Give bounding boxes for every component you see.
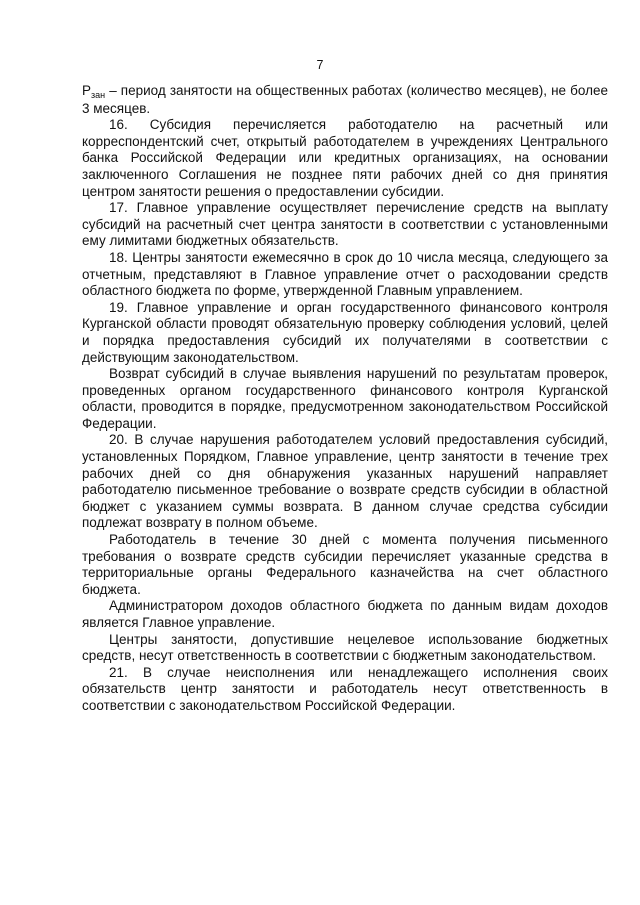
paragraph-16: 16. Субсидия перечисляется работодателю на расчетный или корреспондентский счет, открытый работодателем в учреждениях Центрального банка Российской Федерации или кредитных организациях, на основании заключенного Соглашения не позднее пяти рабочих дней со дня принятия центром занятости решения о предоставлении субсидии.: [82, 117, 608, 199]
formula-symbol: P: [82, 83, 92, 98]
page-number: 7: [316, 58, 324, 72]
formula-definition-text: – период занятости на общественных работах (количество месяцев), не более 3 месяцев.: [82, 83, 608, 116]
paragraph-20-employer: Работодатель в течение 30 дней с момента получения письменного требования о возврате средств субсидии перечисляет указанные средства в территориальные органы Федерального казначейства на счет областного бюджета.: [82, 532, 608, 597]
paragraph-20-administrator: Администратором доходов областного бюджета по данным видам доходов является Главное управление.: [82, 598, 608, 630]
paragraph-21: 21. В случае неисполнения или ненадлежащего исполнения своих обязательств центр занятости и работодатель несут ответственность в соответствии с законодательством Российской Федерации.: [82, 664, 608, 713]
paragraph-20-centers: Центры занятости, допустившие нецелевое использование бюджетных средств, несут ответственность в соответствии с бюджетным законодательством.: [82, 631, 608, 664]
formula-subscript: зан: [91, 90, 106, 100]
paragraph-17: 17. Главное управление осуществляет перечисление средств на выплату субсидий на расчетный счет центра занятости в соответствии с установленными ему лимитами бюджетных обязательств.: [82, 200, 608, 249]
formula-definition: [82, 83, 608, 117]
paragraph-19-refund: Возврат субсидий в случае выявления нарушений по результатам проверок, проведенных органом государственного финансового контроля Курганской области, проводится в порядке, предусмотренном законодательством Российской Федерации.: [82, 366, 608, 431]
document-body: [82, 83, 608, 715]
paragraph-18: 18. Центры занятости ежемесячно в срок до 10 числа месяца, следующего за отчетным, представляют в Главное управление отчет о расходовании средств областного бюджета по форме, утвержденной Главным управлением.: [82, 249, 608, 299]
paragraph-20: 20. В случае нарушения работодателем условий предоставления субсидий, установленных Порядком, Главное управление, центр занятости в течение трех рабочих дней со дня обнаружения указанных нарушений направляет работодателю письменное требование о возврате средств субсидии в областной бюджет с указанием суммы возврата. В данном случае средства субсидии подлежат возврату в полном объеме.: [82, 432, 608, 531]
paragraph-19: 19. Главное управление и орган государственного финансового контроля Курганской области проводят обязательную проверку соблюдения условий, целей и порядка предоставления субсидий их получателями в соответствии с действующим законодательством.: [82, 299, 608, 365]
